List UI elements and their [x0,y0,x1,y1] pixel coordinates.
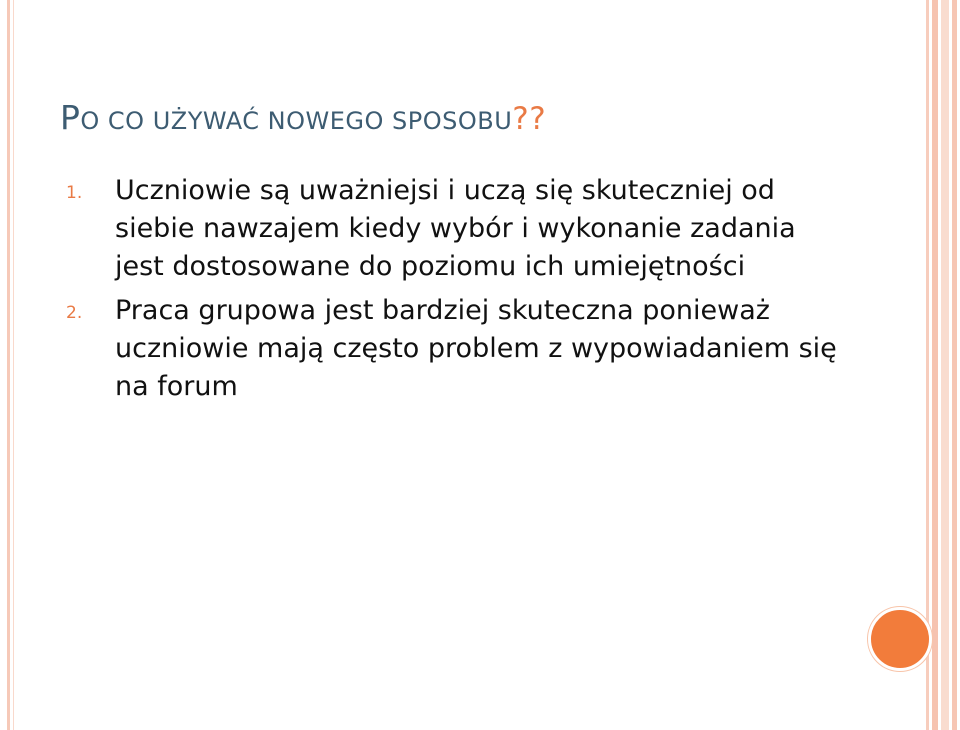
list-item-text: Uczniowie są uważniejsi i uczą się skuteczniej od siebie nawzajem kiedy wybór i wykonanie zadania jest dostosowane do poziomu ich umiejętności [115,175,796,282]
title-rest: O CO UŻYWAĆ NOWEGO SPOSOBU [80,107,513,135]
list-number: 1. [66,183,83,203]
title-initial: P [60,98,81,137]
list-item [60,292,840,406]
list-item [60,172,840,286]
left-border-line [7,0,10,730]
title-question-marks: ?? [512,101,547,137]
list-number: 2. [66,303,83,323]
stripe [941,0,949,730]
right-decorative-stripes [926,0,960,730]
list-item-text: Praca grupowa jest bardziej skuteczna ponieważ uczniowie mają często problem z wypowiadaniem się na forum [115,295,837,402]
stripe [932,0,938,730]
bullet-list [60,172,840,412]
slide-title [60,98,546,137]
orange-circle-decoration [868,607,932,671]
left-border-line-thin [13,0,14,730]
stripe [952,0,957,730]
